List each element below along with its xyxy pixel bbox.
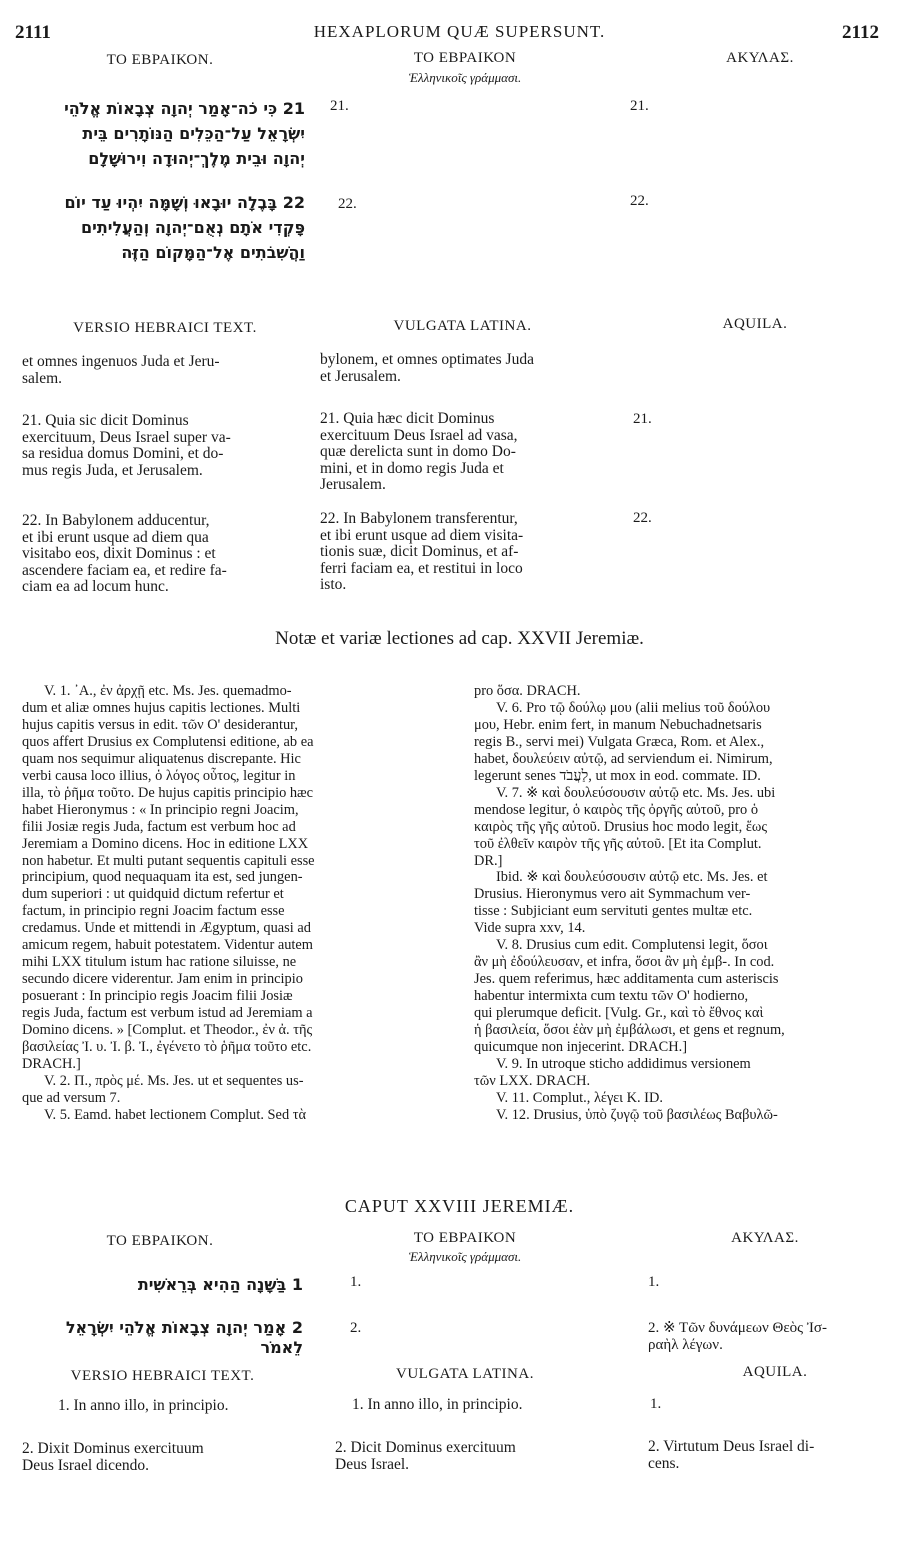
versio-verse-1: 1. In anno illo, in principio.: [58, 1397, 229, 1414]
aquila-verse-number: 21.: [630, 98, 649, 114]
hebrew-verse-22: 22 בָּבֶלָה יוּבָאוּ וְשָׁמָּה יִהְיוּ עַד יוֹם פָּקְדִי אֹתָם נְאֻם־יְהוָה וְהַעֲלִיתִים וַהֲשִׁבֹתִים אֶל־הַמָּקוֹם הַזֶּה: [64, 193, 305, 262]
versio-verse-21: 21. Quia sic dicit Dominus exercituum, Deus Israel super va- sa residua domus Domini, et do- mus regis Juda, et Jerusalem.: [22, 412, 231, 479]
column-title-vulgata: VULGATA LATINA.: [393, 318, 532, 334]
versio-continuation: et omnes ingenuos Juda et Jeru- salem.: [22, 353, 220, 387]
hebrew-verse-1: 1 בַּשָּׁנָה הַהִיא בְּרֵאשִׁית: [137, 1275, 303, 1294]
vulgata-continuation: bylonem, et omnes optimates Juda et Jerusalem.: [320, 351, 534, 385]
note-v6: V. 6. Pro τῷ δούλῳ μου (alii melius τοῦ δούλου μου, Hebr. enim fert, in manum Nebuchadnetsaris regis B., servi mei) Vulgata Græca, Rom. et Alex., habet, δουλεύειν αὐτῷ, ad serviendum ei. Nimirum, legerunt senes לַעֲבֹד, ut mox in eod. commate. ID.: [474, 699, 773, 784]
column-title-hebrew: ΤΟ ΕΒΡΑΙΚΟΝ.: [106, 52, 214, 68]
aquila-latin-verse-number: 22.: [633, 510, 652, 526]
translit-verse-number: 2.: [350, 1320, 362, 1336]
hebrew-verse-21: 21 כִּי כֹה־אָמַר יְהוָה צְבָאוֹת אֱלֹהֵי יִשְׂרָאֵל עַל־הַכֵּלִים הַנּוֹתָרִים בֵּית יְהוָה וּבֵית מֶלֶךְ־יְהוּדָה וִירוּשָׁלִָם: [64, 99, 305, 168]
page-number-right: 2112: [842, 22, 879, 43]
notes-left-column: [22, 683, 454, 1124]
note-ibid: Ibid. ※ καὶ δουλεύσουσιν αὐτῷ etc. Ms. Jes. et Drusius. Hieronymus vero ait Symmachum ver- tisse : Subjiciant eum servituti gentes multæ etc. Vide supra xxv, 14.: [474, 869, 768, 937]
aquila-latin-verse: 1.: [650, 1396, 662, 1412]
aquila-latin-verse-number: 21.: [633, 411, 652, 427]
column-title-aquila: ΑΚΥΛΑΣ.: [731, 1230, 799, 1246]
translit-verse-number: 21.: [330, 98, 349, 114]
running-title: HEXAPLORUM QUÆ SUPERSUNT.: [313, 22, 606, 41]
aquila-verse-number: 22.: [630, 193, 649, 209]
note-v2: V. 2. Π., πρὸς μέ. Ms. Jes. ut et sequentes us- que ad versum 7.: [22, 1072, 304, 1106]
aquila-latin-verse: 2. Virtutum Deus Israel di- cens.: [648, 1438, 815, 1472]
chapter-title: CAPUT XXVIII JEREMIÆ.: [344, 1196, 575, 1216]
aquila-verse: 1.: [648, 1274, 660, 1290]
column-title-aquila-latin: AQUILA.: [742, 1364, 808, 1380]
column-subtitle-transliteration: Ἑλληνικοῖς γράμμασι.: [408, 1249, 522, 1264]
note-v9: V. 9. In utroque sticho addidimus versionem τῶν LXX. DRACH.: [474, 1055, 751, 1089]
vulgata-verse-21: 21. Quia hæc dicit Dominus exercituum Deus Israel ad vasa, quæ derelicta sunt in domo Do- mini, et in domo regis Juda et Jerusalem.: [320, 410, 518, 494]
versio-verse-22: 22. In Babylonem adducentur, et ibi erunt usque ad diem qua visitabo eos, dixit Dominus : et ascendere faciam ea, et redire fa- ciam ea ad locum hunc.: [22, 512, 227, 596]
note-v1: V. 1. ᾿Α., ἐν ἀρχῇ etc. Ms. Jes. quemadmo- dum et aliæ omnes hujus capitis lectiones. Multi hujus capitis versus in edit. τῶν Ο' desiderantur, quos affert Drusius ex Complutensi editione, ab ea quam nos sequimur aliquatenus discrepante. Hic verbi causa loco illius, ὁ λόγος οὗτος, legitur in illa, τὸ ῥῆμα τοῦτο. De hujus capitis principio hæc habet Hieronymus : « In principio regni Joacim, filii Josiæ regis Juda, factum est verbum hoc ad Jeremiam a Domino dicens. Hoc in editione LXX non habetur. Et multi putant sequentis capituli esse principium, quod nequaquam ita est, sed jungen- dum superiori : ut quidquid dictum refertur et factum, in principio regni Joacim factum esse credamus. Unde et mittendi in Ægyptum, quasi ad amicum regem, habuit potestatem. Videntur autem mihi LXX titulum istum hac ratione siluisse, ne secundo dicere viderentur. Jam enim in principio posuerant : In principio regis Joacim filii Josiæ regis Juda, factum est verbum istud ad Jeremiam a Domino dicens. » [Complut. et Theodor., ἐν ἀ. τῆς βασιλείας Ἰ. υ. Ἰ. β. Ἰ., ἐγένετο τὸ ῥῆμα τοῦτο etc. DRACH.]: [22, 683, 315, 1072]
column-title-versio-hebraici: VERSIO HEBRAICI TEXT.: [70, 1368, 255, 1384]
note-v5: V. 5. Eamd. habet lectionem Complut. Sed τὰ: [44, 1106, 307, 1123]
column-title-hebrew: ΤΟ ΕΒΡΑΙΚΟΝ.: [106, 1233, 214, 1249]
vulgata-verse-2: 2. Dicit Dominus exercituum Deus Israel.: [335, 1439, 516, 1473]
vulgata-verse-1: 1. In anno illo, in principio.: [352, 1396, 523, 1413]
versio-verse-2: 2. Dixit Dominus exercituum Deus Israel dicendo.: [22, 1440, 204, 1474]
column-title-aquila-latin: AQUILA.: [722, 316, 788, 332]
note-v12: V. 12. Drusius, ὑπὸ ζυγῷ τοῦ βασιλέως Βαβυλῶ-: [496, 1106, 778, 1123]
notes-right-column: [474, 683, 904, 1124]
note-v7: V. 7. ※ καὶ δουλεύσουσιν αὐτῷ etc. Ms. Jes. ubi mendose legitur, ὁ καιρὸς τῆς ὀργῆς αὐτοῦ, pro ὁ καιρὸς τῆς γῆς αὐτοῦ. Drusius hoc modo legit, ἕως τοῦ ἐλθεῖν καιρὸν τῆς γῆς αὐτοῦ. [Et ita Complut. DR.]: [474, 784, 776, 869]
column-title-transliteration: ΤΟ ΕΒΡΑΙΚΟΝ: [413, 50, 517, 66]
column-subtitle-transliteration: Ἑλληνικοῖς γράμμασι.: [408, 70, 522, 85]
hebrew-verse-2: 2 אָמַר יְהוָה צְבָאוֹת אֱלֹהֵי יִשְׂרָאֵל לֵאמֹר: [65, 1318, 303, 1357]
note-continuation: pro ὅσα. DRACH.: [474, 683, 581, 699]
column-title-transliteration: ΤΟ ΕΒΡΑΙΚΟΝ: [413, 1230, 517, 1246]
notes-title: Notæ et variæ lectiones ad cap. XXVII Jeremiæ.: [275, 628, 644, 649]
column-title-vulgata: VULGATA LATINA.: [396, 1366, 534, 1382]
note-v8: V. 8. Drusius cum edit. Complutensi legit, ὅσοι ἂν μὴ ἐδούλευσαν, et infra, ὅσοι ἂν μὴ ἐμβ-. In cod. Jes. quem referimus, hæc additamenta cum asteriscis habentur intermixta cum textu τῶν Ο' hodierno, qui plerumque deficit. [Vulg. Gr., καὶ τὸ ἔθνος καὶ ἡ βασιλεία, ὅσοι ἐὰν μὴ ἐμβάλωσι, et gens et regnum, quicumque non injecerint. DRACH.]: [474, 937, 785, 1056]
aquila-verse: 2. ※ Τῶν δυνάμεων Θεὸς Ἰσ- ραὴλ λέγων.: [648, 1320, 827, 1353]
column-title-versio-hebraici: VERSIO HEBRAICI TEXT.: [73, 320, 257, 336]
translit-verse-number: 1.: [350, 1274, 362, 1290]
vulgata-verse-22: 22. In Babylonem transferentur, et ibi erunt usque ad diem visita- tionis suæ, dicit Dominus, et af- ferri faciam ea, et restitui in loco isto.: [320, 510, 524, 594]
note-v11: V. 11. Complut., λέγει Κ. ID.: [496, 1089, 663, 1106]
page-number-left: 2111: [15, 22, 51, 43]
translit-verse-number: 22.: [338, 196, 357, 212]
column-title-aquila: ΑΚΥΛΑΣ.: [726, 50, 794, 66]
